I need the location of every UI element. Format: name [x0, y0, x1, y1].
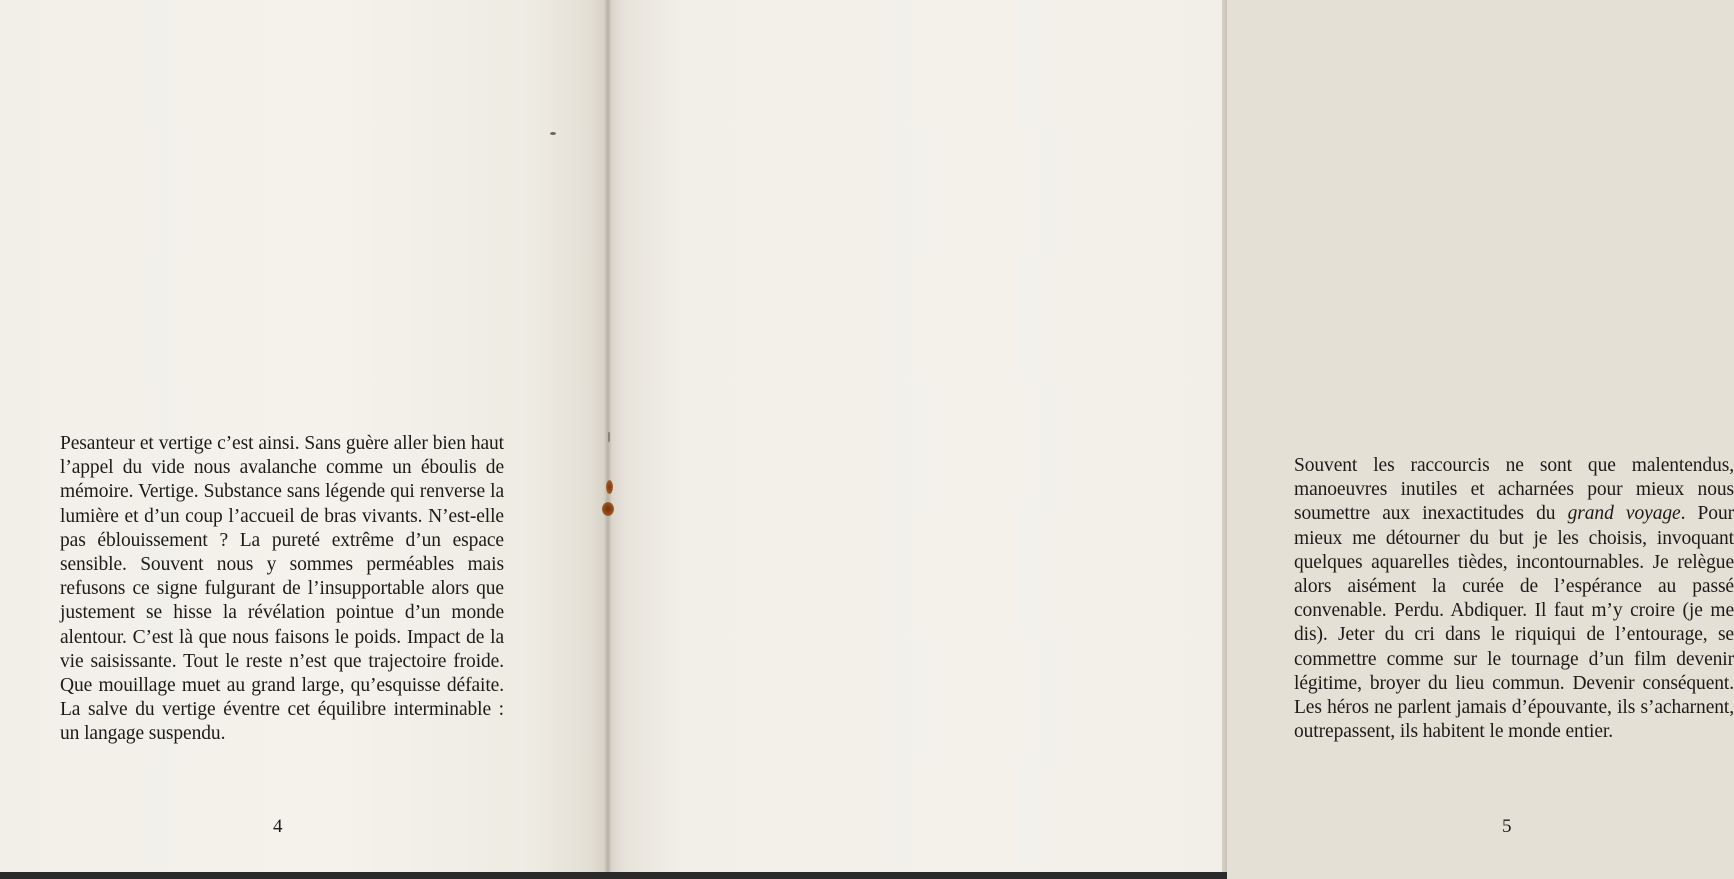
- left-page-text: [60, 432, 504, 747]
- left-page: [0, 0, 608, 879]
- page-edge: [1222, 0, 1227, 879]
- left-page-paragraph: Pesanteur et vertige c’est ainsi. Sans guère aller bien haut l’appel du vide nous avalanche comme un éboulis de mémoire. Vertige. Substance sans légende qui renverse la lumière et d’un coup l’accueil de bras vivants. N’est-elle pas éblouissement ? La pureté extrême d’un espace sensible. Souvent nous y sommes perméables mais refusons ce signe fulgurant de l’insupportable alors que justement se hisse la révélation pointue d’un monde alentour. C’est là que nous faisons le poids. Impact de la vie saisissante. Tout le reste n’est que trajectoire froide. Que mouillage muet au grand large, qu’esquisse défaite. La salve du vertige éventre cet équilibre interminable : un langage suspendu.: [60, 433, 504, 745]
- paper-speck: [550, 132, 556, 135]
- right-page-text: [1294, 454, 1734, 744]
- binding-mark: [608, 432, 610, 442]
- right-page-number: 5: [1502, 816, 1512, 837]
- scan-bottom-edge: [0, 872, 1227, 879]
- left-page-number: 4: [273, 816, 283, 837]
- right-page-paragraph: [1294, 454, 1734, 744]
- right-paragraph-part-2: . Pour mieux me détourner du but je les choisis, invoquant quelques aquarelles tièdes, incontournables. Je relègue alors aisément la curée de l’espérance au passé convenable. Perdu. Abdiquer. Il faut m’y croire (je me dis). Jeter du cri dans le riquiqui de l’entourage, se commettre comme sur le tournage d’un film devenir légitime, broyer du lieu commun. Devenir conséquent. Les héros ne parlent jamais d’épouvante, ils s’acharnent, outrepassent, ils habitent le monde entier.: [1294, 503, 1734, 743]
- right-page: [608, 0, 1734, 879]
- rust-stain-upper: [606, 480, 613, 494]
- rust-stain-lower: [602, 502, 614, 516]
- right-paragraph-part-1: Souvent les raccourcis ne sont que malentendus, manoeuvres inutiles et acharnées pour mieux nous soumettre aux inexactitudes du: [1294, 455, 1734, 525]
- italic-phrase: grand voyage: [1567, 503, 1681, 525]
